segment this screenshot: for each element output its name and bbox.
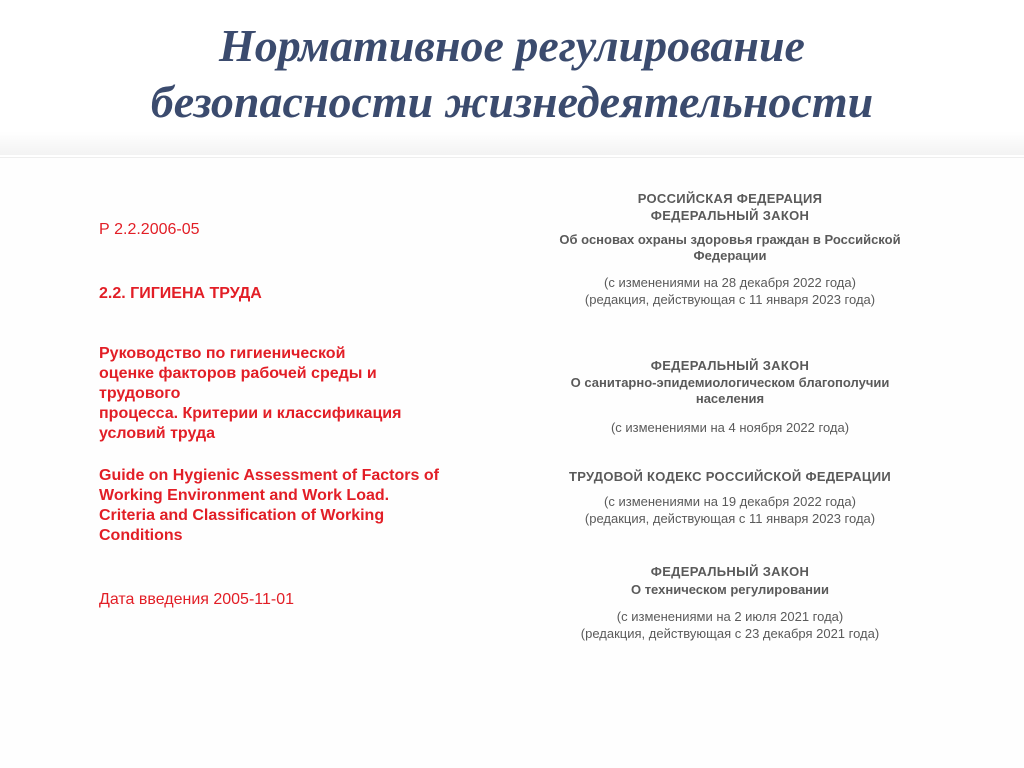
law-heading <box>520 357 940 374</box>
law-changes <box>520 493 940 527</box>
law-changes-line: (редакция, действующая с 23 декабря 2021 года) <box>580 626 880 641</box>
law-heading-line: РОССИЙСКАЯ ФЕДЕРАЦИЯ <box>637 191 823 206</box>
law-name-line: населения <box>695 391 765 406</box>
hygiene-guide <box>99 220 519 608</box>
law-labor-code <box>520 468 940 527</box>
law-name-line: Федерации <box>693 248 767 263</box>
guide-title-ru-line: процесса. Критерии и классификация <box>99 405 402 422</box>
law-changes-line: (с изменениями на 28 декабря 2022 года) <box>604 275 856 290</box>
law-changes <box>520 419 940 436</box>
law-changes-line: (с изменениями на 2 июля 2021 года) <box>616 609 844 624</box>
slide-title <box>0 18 1024 130</box>
guide-title-en-line: Conditions <box>99 527 183 544</box>
law-heading-line: ФЕДЕРАЛЬНЫЙ ЗАКОН <box>650 208 810 223</box>
law-heading-line: ФЕДЕРАЛЬНЫЙ ЗАКОН <box>650 564 810 579</box>
guide-title-en-line: Guide on Hygienic Assessment of Factors of <box>99 467 439 484</box>
law-name <box>520 582 940 598</box>
law-heading <box>520 563 940 580</box>
guide-title-ru-line: условий труда <box>99 425 216 442</box>
guide-title-en <box>99 466 519 546</box>
law-name-line: Об основах охраны здоровья граждан в Российской <box>559 232 901 247</box>
law-name <box>520 375 940 407</box>
law-name <box>520 232 940 264</box>
guide-title-ru-line: оценке факторов рабочей среды и <box>99 365 377 382</box>
guide-title-ru-line: Руководство по гигиенической <box>99 345 346 362</box>
guide-section: 2.2. ГИГИЕНА ТРУДА <box>99 285 262 302</box>
law-changes-line: (с изменениями на 4 ноября 2022 года) <box>610 420 850 435</box>
law-changes-line: (редакция, действующая с 11 января 2023 года) <box>584 511 876 526</box>
law-heading-line: ФЕДЕРАЛЬНЫЙ ЗАКОН <box>650 358 810 373</box>
law-sanitary-epidemiological <box>520 357 940 436</box>
guide-title-en-line: Criteria and Classification of Working <box>99 507 385 524</box>
law-heading <box>520 468 940 485</box>
guide-title-ru <box>99 344 499 444</box>
law-name-line: О санитарно-эпидемиологическом благополучии <box>570 375 890 390</box>
guide-date: Дата введения 2005-11-01 <box>99 591 295 608</box>
guide-code: Р 2.2.2006-05 <box>99 221 200 238</box>
guide-title-ru-line: трудового <box>99 385 181 402</box>
law-changes <box>520 274 940 308</box>
guide-title-en-line: Working Environment and Work Load. <box>99 487 390 504</box>
law-heading <box>520 190 940 224</box>
slide-title-line-2: безопасности жизнедеятельности <box>150 76 874 127</box>
law-changes-line: (редакция, действующая с 11 января 2023 года) <box>584 292 876 307</box>
law-name-line: О техническом регулировании <box>630 582 830 597</box>
law-heading-line: ТРУДОВОЙ КОДЕКС РОССИЙСКОЙ ФЕДЕРАЦИИ <box>568 469 891 484</box>
slide-title-line-1: Нормативное регулирование <box>219 20 805 71</box>
law-changes <box>520 608 940 642</box>
law-technical-regulation <box>520 563 940 642</box>
law-health-protection <box>520 190 940 308</box>
law-changes-line: (с изменениями на 19 декабря 2022 года) <box>604 494 856 509</box>
